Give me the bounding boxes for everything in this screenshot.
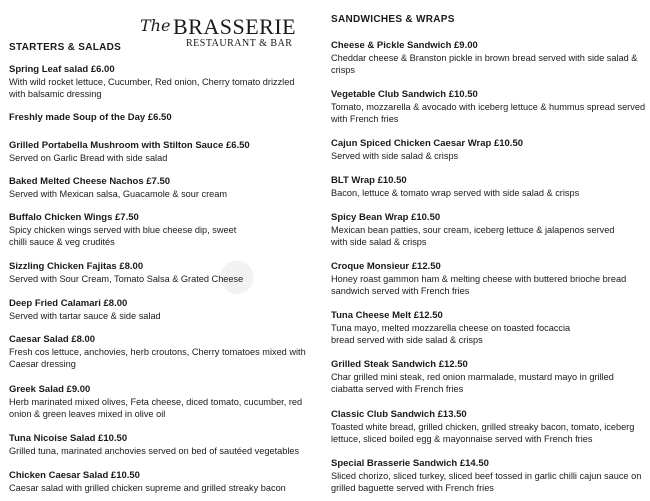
menu-item xyxy=(9,176,309,200)
menu-item xyxy=(331,138,646,162)
menu-item-desc: Cheddar cheese & Branston pickle in brown bread served with side salad & crisps xyxy=(331,53,638,75)
menu-item xyxy=(9,261,309,285)
menu-item-desc: Served with tartar sauce & side salad xyxy=(9,311,161,321)
menu-item-title: Chicken Caesar Salad £10.50 xyxy=(9,470,140,481)
menu-item xyxy=(9,212,309,248)
menu-item-desc: With wild rocket lettuce, Cucumber, Red onion, Cherry tomato drizzled with balsamic dressing xyxy=(9,77,295,99)
logo-brand: BRASSERIE xyxy=(173,14,297,39)
menu-item-title: Vegetable Club Sandwich £10.50 xyxy=(331,89,478,100)
logo-the: The xyxy=(140,16,171,35)
menu-item-title: Sizzling Chicken Fajitas £8.00 xyxy=(9,261,144,272)
menu-item xyxy=(331,89,646,125)
menu-item-title: Deep Fried Calamari £8.00 xyxy=(9,298,128,309)
section-heading-starters: STARTERS & SALADS xyxy=(9,42,122,53)
menu-item-title: Spicy Bean Wrap £10.50 xyxy=(331,212,441,223)
menu-item xyxy=(331,310,646,346)
menu-item xyxy=(9,384,309,420)
section-heading-sandwiches: SANDWICHES & WRAPS xyxy=(331,14,455,25)
menu-item-desc: Fresh cos lettuce, anchovies, herb croutons, Cherry tomatoes mixed with Caesar dressing xyxy=(9,347,306,369)
menu-item xyxy=(9,298,309,322)
menu-item-title: Tuna Cheese Melt £12.50 xyxy=(331,310,443,321)
menu-item xyxy=(331,359,646,395)
menu-item xyxy=(9,433,309,457)
menu-item-title: Croque Monsieur £12.50 xyxy=(331,261,441,272)
menu-item xyxy=(9,112,309,124)
menu-item-desc: Spicy chicken wings served with blue cheese dip, sweet chilli sauce & veg crudités xyxy=(9,225,237,247)
menu-item-desc: Honey roast gammon ham & melting cheese with buttered brioche bread sandwich served with French fries xyxy=(331,274,627,296)
menu-item-title: Cheese & Pickle Sandwich £9.00 xyxy=(331,40,478,51)
menu-item xyxy=(331,175,646,199)
menu-item xyxy=(9,470,309,494)
menu-item-desc: Mexican bean patties, sour cream, iceberg lettuce & jalapenos served with side salad & crisps xyxy=(331,225,615,247)
menu-item-title: Buffalo Chicken Wings £7.50 xyxy=(9,212,139,223)
menu-item xyxy=(331,212,646,248)
menu-item-desc: Herb marinated mixed olives, Feta cheese, diced tomato, cucumber, red onion & green leaves mixed in olive oil xyxy=(9,397,303,419)
menu-item-title: Tuna Nicoise Salad £10.50 xyxy=(9,433,128,444)
menu-item-title: Grilled Steak Sandwich £12.50 xyxy=(331,359,468,370)
menu-item-title: Spring Leaf salad £6.00 xyxy=(9,64,115,75)
menu-item-desc: Caesar salad with grilled chicken supreme and grilled streaky bacon xyxy=(9,483,286,493)
menu-item xyxy=(331,409,646,445)
menu-item xyxy=(331,261,646,297)
menu-item-desc: Grilled tuna, marinated anchovies served on bed of sautéed vegetables xyxy=(9,446,300,456)
menu-item-desc: Served on Garlic Bread with side salad xyxy=(9,153,168,163)
menu-item-desc: Char grilled mini steak, red onion marmalade, mustard mayo in grilled ciabatta served with French fries xyxy=(331,372,614,394)
menu-item xyxy=(9,334,309,370)
menu-item-desc: Bacon, lettuce & tomato wrap served with side salad & crisps xyxy=(331,188,580,198)
menu-item-desc: Served with side salad & crisps xyxy=(331,151,459,161)
menu-item xyxy=(9,140,309,164)
menu-item-desc: Tomato, mozzarella & avocado with iceberg lettuce & hummus spread served with French fries xyxy=(331,102,646,124)
menu-item-desc: Served with Sour Cream, Tomato Salsa & Grated Cheese xyxy=(9,274,244,284)
menu-item xyxy=(331,40,646,76)
menu-item xyxy=(9,64,309,100)
menu-item-title: Baked Melted Cheese Nachos £7.50 xyxy=(9,176,171,187)
menu-item xyxy=(331,458,646,494)
menu-item-desc: Toasted white bread, grilled chicken, grilled streaky bacon, tomato, iceberg lettuce, sliced boiled egg & mayonnaise served with French fries xyxy=(331,422,635,444)
menu-item-title: Cajun Spiced Chicken Caesar Wrap £10.50 xyxy=(331,138,524,149)
menu-item-title: BLT Wrap £10.50 xyxy=(331,175,407,186)
menu-item-title: Greek Salad £9.00 xyxy=(9,384,91,395)
logo-subtitle: RESTAURANT & BAR xyxy=(186,38,293,49)
menu-item-desc: Tuna mayo, melted mozzarella cheese on toasted focaccia bread served with side salad & crisps xyxy=(331,323,571,345)
menu-item-desc: Sliced chorizo, sliced turkey, sliced beef tossed in garlic chilli cajun sauce on grilled baguette served with French fries xyxy=(331,471,642,493)
menu-item-title: Special Brasserie Sandwich £14.50 xyxy=(331,458,489,469)
menu-item-title: Classic Club Sandwich £13.50 xyxy=(331,409,467,420)
menu-item-title: Freshly made Soup of the Day £6.50 xyxy=(9,112,172,123)
watermark-decoration: ● xyxy=(202,245,267,306)
menu-item-title: Grilled Portabella Mushroom with Stilton Sauce £6.50 xyxy=(9,140,250,151)
restaurant-logo xyxy=(140,14,300,48)
menu-item-desc: Served with Mexican salsa, Guacamole & sour cream xyxy=(9,189,228,199)
menu-item-title: Caesar Salad £8.00 xyxy=(9,334,96,345)
